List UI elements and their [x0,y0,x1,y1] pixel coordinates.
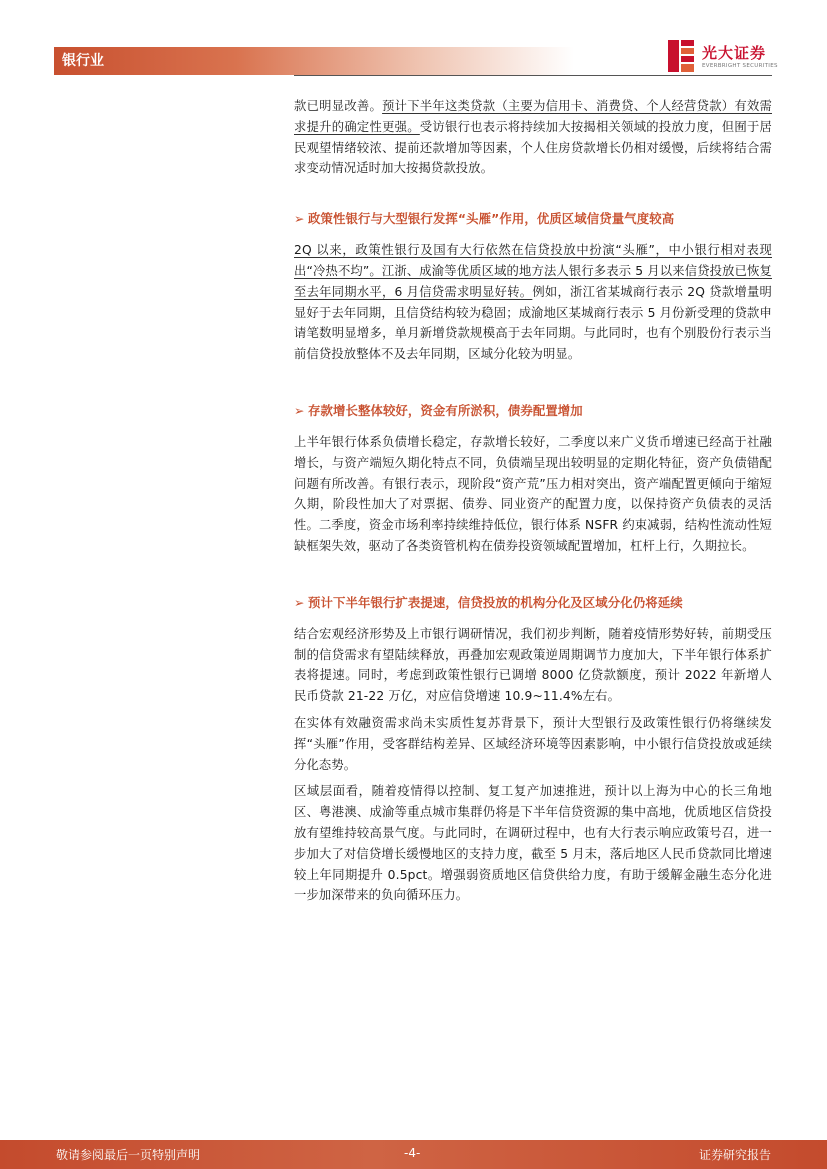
section-3-paragraph-2: 在实体有效融资需求尚未实质性复苏背景下，预计大型银行及政策性银行仍将继续发挥“头雁”作用，受客群结构差异、区域经济环境等因素影响，中小银行信贷投放或延续分化态势。 [294,715,772,772]
intro-text-a: 款已明显改善。 [294,99,383,113]
section-1-underlined: 2Q 以来，政策性银行及国有大行依然在信贷投放中扮演“头雁”，中小银行相对表现出“冷热不均”。江浙、成渝等优质区域的地方法人银行多表示 5 月以来信贷投放已恢复至去年同期水平，6 月信贷需求明显好转。 [294,243,772,299]
page-number: -4- [404,1146,421,1160]
section-1-paragraph [294,240,772,365]
intro-text-underlined: 预计下半年这类贷款（主要为信用卡、消费贷、个人经营贷款）有效需求提升的确定性更强。 [294,99,772,134]
section-3-paragraph-1: 结合宏观经济形势及上市银行调研情况，我们初步判断，随着疫情形势好转，前期受压制的信贷需求有望陆续释放，再叠加宏观政策逆周期调节力度加大，下半年银行体系扩表将提速。同时，考虑到政策性银行已调增 8000 亿贷款额度，预计 2022 年新增人民币贷款 21-22 万亿，对应信贷增速 10.9~11.4%左右。 [294,626,772,704]
footer-band [0,1140,827,1169]
industry-label: 银行业 [62,53,104,69]
intro-paragraph [294,96,772,179]
section-title-3-text: 预计下半年银行扩表提速，信贷投放的机构分化及区域分化仍将延续 [308,594,683,610]
section-title-2-text: 存款增长整体较好，资金有所淤积，债券配置增加 [308,402,583,418]
logo-subtext: EVERBRIGHT SECURITIES [702,63,778,69]
section-title-1-text: 政策性银行与大型银行发挥“头雁”作用，优质区域信贷量气度较高 [308,211,675,227]
logo-mark-icon [668,40,694,72]
report-body [294,96,772,912]
logo-text: 光大证券 [702,44,767,62]
section-2-paragraph: 上半年银行体系负债增长稳定，存款增长较好，二季度以来广义货币增速已经高于社融增长，与资产端短久期化特点不同，负债端呈现出较明显的定期化特征，资产负债错配问题有所改善。有银行表示，现阶段“资产荒”压力相对突出，资产端配置更倾向于缩短久期，阶段性加大了对票据、债券、同业资产的配置力度，以保持资产负债表的灵活性。二季度，资金市场利率持续维持低位，银行体系 NSFR 约束减弱，结构性流动性短缺框架失效，驱动了各类资管机构在债券投资领域配置增加，杠杆上行，久期拉长。 [294,434,772,553]
section-title-3 [294,593,772,613]
arrow-right-icon: ➢ [294,594,305,610]
arrow-right-icon: ➢ [294,402,305,418]
report-type: 证券研究报告 [698,1148,771,1162]
header-band [54,47,574,75]
section-1-text: 例如，浙江省某城商行表示 2Q 贷款增量明显好于去年同期，且信贷结构较为稳固；成渝地区某城商行表示 5 月份新受理的贷款申请笔数明显增多，单月新增贷款规模高于去年同期。与此同时，也有个别股份行表示当前信贷投放整体不及去年同期，区域分化较为明显。 [294,284,772,362]
section-3-paragraph-3: 区域层面看，随着疫情得以控制、复工复产加速推进，预计以上海为中心的长三角地区、粤港澳、成渝等重点城市集群仍将是下半年信贷资源的集中高地，优质地区信贷投放有望维持较高景气度。与此同时，在调研过程中，也有大行表示响应政策号召，进一步加大了对信贷增长缓慢地区的支持力度，截至 5 月末，落后地区人民币贷款同比增速较上年同期提升 0.5pct。增强弱资质地区信贷供给力度，有助于缓解金融生态分化进一步加深带来的负向循环压力。 [294,784,772,903]
disclaimer-note: 敬请参阅最后一页特别声明 [56,1148,201,1162]
company-logo [668,40,778,74]
intro-text-c: 受访银行也表示将持续加大按揭相关领域的投放力度，但囿于居民观望情绪较浓、提前还款增加等因素，个人住房贷款增长仍相对缓慢，后续将结合需求变动情况适时加大按揭贷款投放。 [294,119,772,176]
header-rule [294,75,772,76]
arrow-right-icon: ➢ [294,211,305,227]
section-title-2 [294,401,772,421]
section-title-1 [294,209,772,229]
